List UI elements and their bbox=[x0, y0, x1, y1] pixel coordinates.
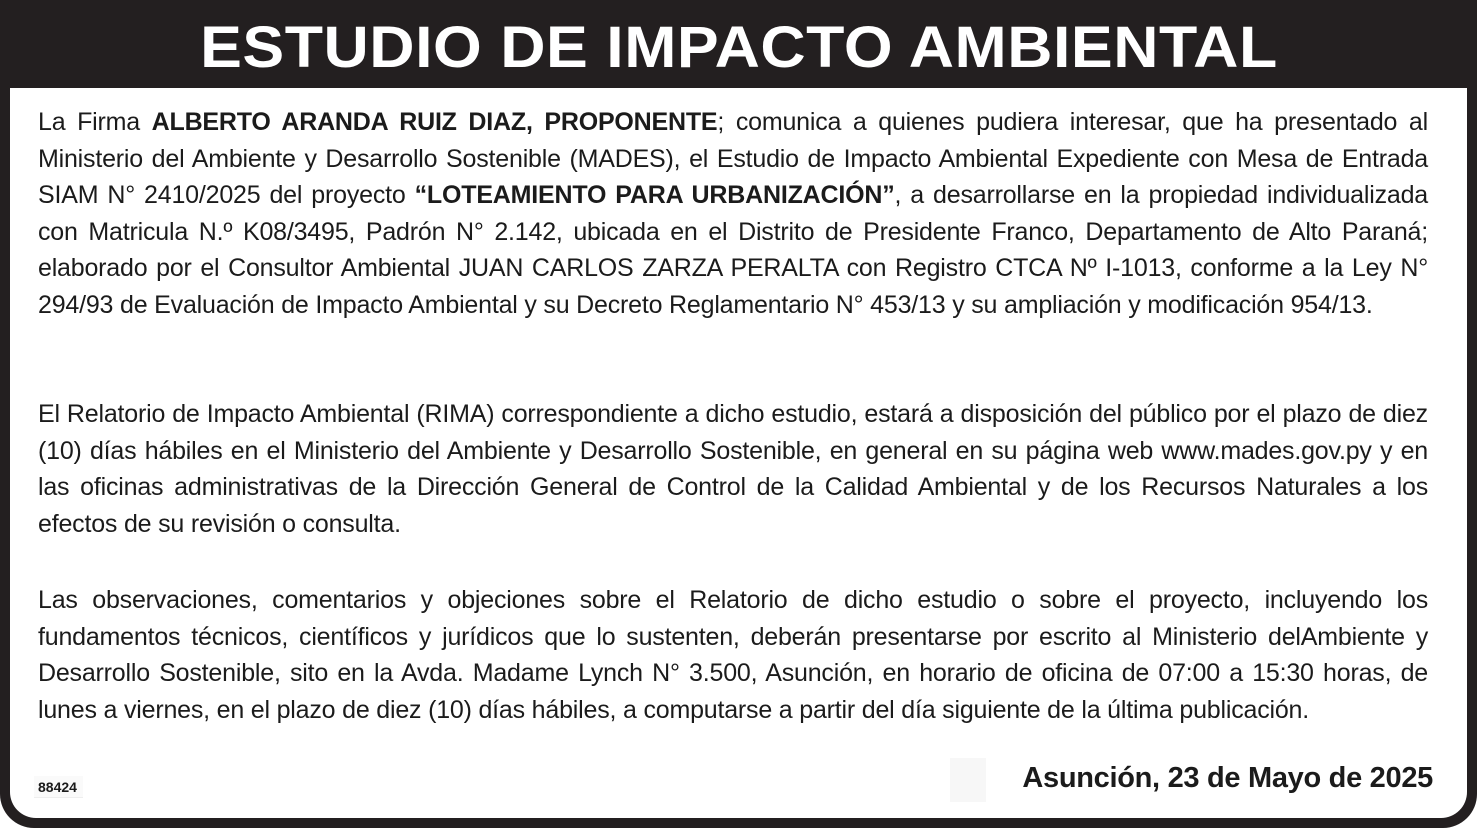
blank-stamp-area bbox=[950, 758, 986, 802]
paragraph-announcement bbox=[38, 104, 1428, 324]
proponent-name: ALBERTO ARANDA RUIZ DIAZ, PROPONENTE bbox=[151, 108, 718, 136]
paragraph-announcement-end: , a desarrollarse en la propiedad individualizada con Matricula N.º K08/3495, Padrón N° 2.142, ubicada en el Distrito de Presidente Franco, Departamento de Alto Paraná; elaborado por el Consultor Ambiental JUAN CARLOS ZARZA PERALTA con Registro CTCA Nº I-1013, conforme a la Ley N° 294/93 de Evaluación de Impacto Ambiental y su Decreto Reglamentario N° 453/13 y su ampliación y modificación 954/13. bbox=[38, 181, 1428, 319]
paragraph-observations: Las observaciones, comentarios y objeciones sobre el Relatorio de dicho estudio o sobre el proyecto, incluyendo los fundamentos técnicos, científicos y jurídicos que lo sustenten, deberán presentarse por escrito al Ministerio delAmbiente y Desarrollo Sostenible, sito en la Avda. Madame Lynch N° 3.500, Asunción, en horario de oficina de 07:00 a 15:30 horas, de lunes a viernes, en el plazo de diez (10) días hábiles, a computarse a partir del día siguiente de la última publicación. bbox=[38, 586, 1428, 724]
paragraph-announcement-intro: La Firma bbox=[38, 108, 152, 136]
paragraph-rima: El Relatorio de Impacto Ambiental (RIMA) correspondiente a dicho estudio, estará a disposición del público por el plazo de diez (10) días hábiles en el Ministerio del Ambiente y Desarrollo Sostenible, en general en su página web www.mades.gov.py y en las oficinas administrativas de la Dirección General de Control de la Calidad Ambiental y de los Recursos Naturales a los efectos de su revisión o consulta. bbox=[38, 400, 1428, 538]
publication-code: 88424 bbox=[34, 776, 83, 797]
project-name: “LOTEAMIENTO PARA URBANIZACIÓN” bbox=[414, 181, 895, 210]
publication-date: Asunción, 23 de Mayo de 2025 bbox=[1022, 762, 1433, 794]
paragraph-announcement-middle: ; comunica a quienes pudiera interesar, que ha presentado al Ministerio del Ambiente y Desarrollo Sostenible (MADES), el Estudio de Impacto Ambiental Expediente con Mesa de Entrada SIAM N° 2410/2025 del proyecto bbox=[38, 108, 1428, 210]
notice-header bbox=[0, 0, 1477, 88]
notice-body bbox=[10, 88, 1467, 818]
notice-title: ESTUDIO DE IMPACTO AMBIENTAL bbox=[199, 14, 1278, 80]
